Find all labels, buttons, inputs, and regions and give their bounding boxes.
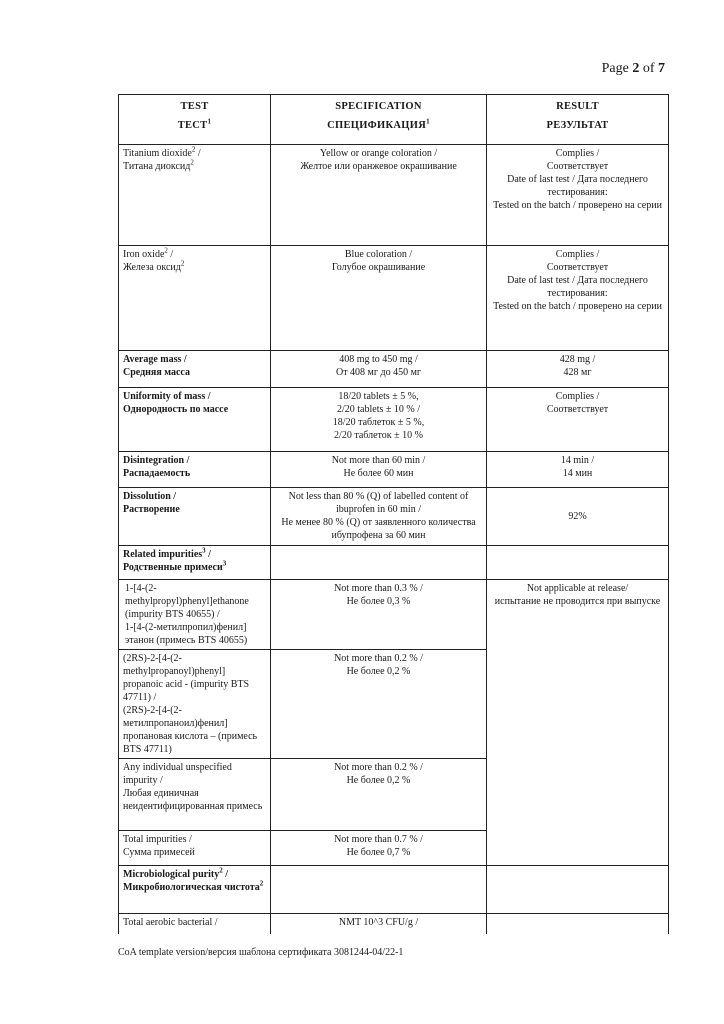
result-cell: 92% — [487, 488, 669, 546]
test-cell: Total impurities / Сумма примесей — [119, 831, 271, 866]
result-cell: Complies / Соответствует Date of last test / Дата последнего тестирования: Tested on the batch / проверено на серии — [487, 246, 669, 351]
result-cell: 428 mg / 428 мг — [487, 351, 669, 388]
table-row-related-impurities — [119, 546, 669, 580]
spec-cell: 18/20 tablets ± 5 %, 2/20 tablets ± 10 % / 18/20 таблеток ± 5 %, 2/20 таблеток ± 10 % — [271, 388, 487, 452]
test-cell: Microbiological purity$^2$ / Микробиологическая чистота$^2$ — [119, 866, 271, 914]
spec-cell: 408 mg to 450 mg / От 408 мг до 450 мг — [271, 351, 487, 388]
test-cell: Any individual unspecified impurity / Любая единичная неидентифицированная примесь — [119, 759, 271, 831]
spec-cell: NMT 10^3 CFU/g / — [271, 914, 487, 934]
test-cell: Related impurities$^3$ / Родственные примеси$^3$ — [119, 546, 271, 580]
spec-cell: Not less than 80 % (Q) of labelled content of ibuprofen in 60 min / Не менее 80 % (Q) от заявленного количества ибупрофена за 60 мин — [271, 488, 487, 546]
test-cell: Total aerobic bacterial / — [119, 914, 271, 934]
table-row-dissolution — [119, 488, 669, 546]
header-specification: SPECIFICATION СПЕЦИФИКАЦИЯ$^1$ — [271, 95, 487, 145]
test-cell: Dissolution / Растворение — [119, 488, 271, 546]
test-cell: Iron oxide$^2$ / Железа оксид$^2$ — [119, 246, 271, 351]
result-cell: Not applicable at release/ испытание не проводится при выпуске — [487, 580, 669, 866]
table-header-row — [119, 95, 669, 145]
table-row-disintegration — [119, 452, 669, 488]
table-row-microbiological-purity — [119, 866, 669, 914]
spec-cell: Yellow or orange coloration / Желтое или оранжевое окрашивание — [271, 145, 487, 246]
footer-template-version: CoA template version/версия шаблона сертификата 3081244-04/22-1 — [118, 947, 404, 958]
coa-table — [118, 94, 669, 934]
spec-cell — [271, 866, 487, 914]
spec-cell: Not more than 0.2 % / Не более 0,2 % — [271, 650, 487, 759]
spec-cell: Blue coloration / Голубое окрашивание — [271, 246, 487, 351]
table-row-uniformity-of-mass — [119, 388, 669, 452]
test-cell: Disintegration / Распадаемость — [119, 452, 271, 488]
table-row-total-aerobic-bacterial — [119, 914, 669, 934]
result-cell: 14 min / 14 мин — [487, 452, 669, 488]
result-cell: Complies / Соответствует Date of last test / Дата последнего тестирования: Tested on the batch / проверено на серии — [487, 145, 669, 246]
spec-cell: Not more than 0.2 % / Не более 0,2 % — [271, 759, 487, 831]
test-cell: Uniformity of mass / Однородность по массе — [119, 388, 271, 452]
spec-cell: Not more than 0.7 % / Не более 0,7 % — [271, 831, 487, 866]
result-cell: Complies / Соответствует — [487, 388, 669, 452]
test-cell: Titanium dioxide$^2$ / Титана диоксид$^2$ — [119, 145, 271, 246]
header-test: TEST ТЕСТ$^1$ — [119, 95, 271, 145]
table-row-titanium-dioxide — [119, 145, 669, 246]
table-row-average-mass — [119, 351, 669, 388]
table-row-iron-oxide — [119, 246, 669, 351]
spec-cell: Not more than 60 min / Не более 60 мин — [271, 452, 487, 488]
result-cell — [487, 914, 669, 934]
result-cell — [487, 866, 669, 914]
table-row-impurity-bts-40655 — [119, 580, 669, 650]
header-result: RESULT РЕЗУЛЬТАТ — [487, 95, 669, 145]
spec-cell: Not more than 0.3 % / Не более 0,3 % — [271, 580, 487, 650]
result-cell — [487, 546, 669, 580]
test-cell: (2RS)-2-[4-(2-methylpropanoyl)phenyl] propanoic acid - (impurity BTS 47711) / (2RS)-2-[4-(2-метилпропаноил)фенил] пропановая кислота – (примесь BTS 47711) — [119, 650, 271, 759]
test-cell: 1-[4-(2-methylpropyl)phenyl]ethanone (impurity BTS 40655) / 1-[4-(2-метилпропил)фенил] этанон (примесь BTS 40655) — [119, 580, 271, 650]
page-number: Page 2 of 7 — [601, 61, 665, 76]
spec-cell — [271, 546, 487, 580]
test-cell: Average mass / Средняя масса — [119, 351, 271, 388]
